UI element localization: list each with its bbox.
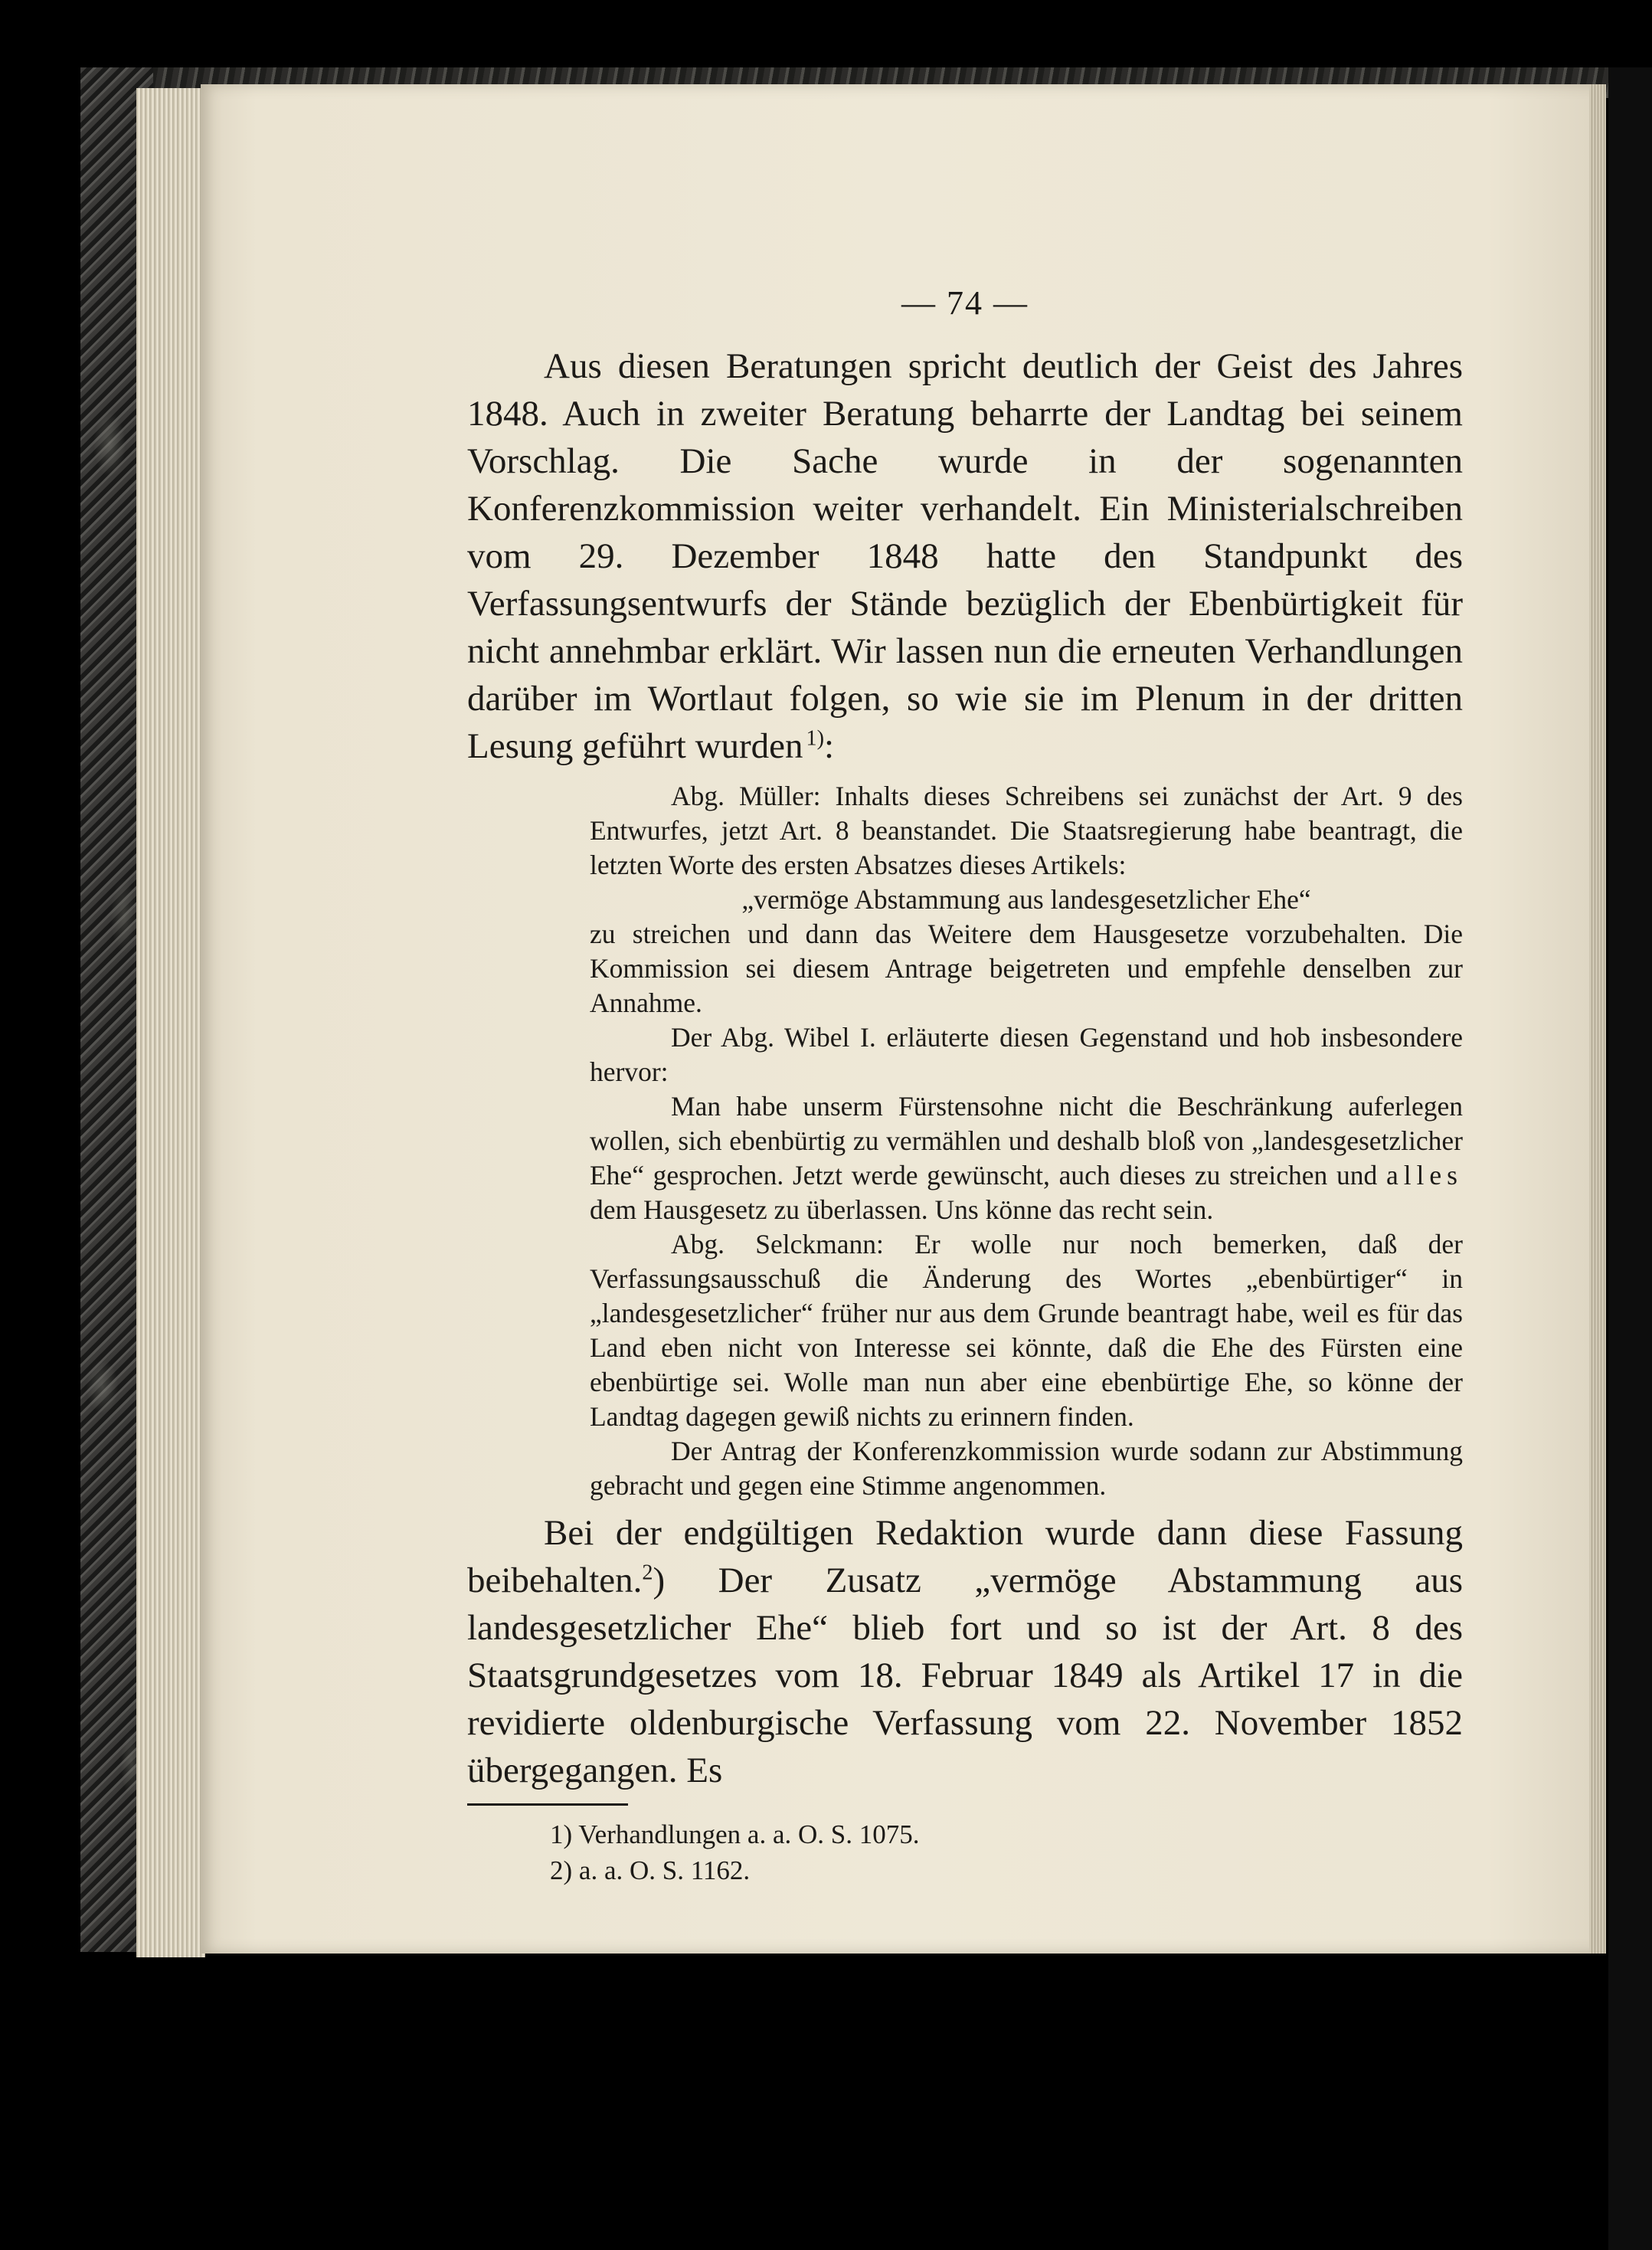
quote-paragraph-wibel-speech: Man habe unserm Fürstensohne nicht die Beschränkung auferlegen wollen, sich ebenbürtig zu vermählen und deshalb bloß von „landesgesetzlicher Ehe“ gesprochen. Jetzt werde gewünscht, auch dieses zu streichen und alles dem Hausgesetz zu überlassen. Uns könne das recht sein. [590, 1091, 1463, 1225]
footnote-1: 1) Verhandlungen a. a. O. S. 1075. [550, 1819, 920, 1849]
emphasized-word: alles [1385, 1160, 1463, 1191]
scan-border [1608, 67, 1652, 2250]
intro-paragraph [467, 342, 1463, 770]
footnote-divider [467, 1803, 628, 1806]
closing-paragraph: Bei der endgültigen Redaktion wurde dann diese Fassung beibehalten.$^2$) Der Zusatz „vermöge Abstammung aus landesgesetzlicher Ehe“ blieb fort und so ist der Art. 8 des Staatsgrundgesetzes vom 18. Februar 1849 als Artikel 17 in die revidierte oldenburgische Verfassung vom 22. November 1852 übergegangen. Es [467, 1513, 1463, 1790]
footnote-ref-1: 1) [806, 726, 824, 751]
footnote-2: 2) a. a. O. S. 1162. [550, 1855, 751, 1885]
footnote-ref-2: 2 [642, 1561, 653, 1585]
footnotes [550, 1816, 1463, 1888]
quote-paragraph-wibel: Der Abg. Wibel I. erläuterte diesen Gegenstand und hob insbesondere hervor: [590, 1022, 1463, 1087]
intro-suffix: : [823, 726, 835, 766]
page-number: — 74 — [901, 284, 1029, 322]
quote-paragraph-mueller: Abg. Müller: Inhalts dieses Schreibens sei zunächst der Art. 9 des Entwurfes, jetzt Art. 8 beanstandet. Die Staatsregierung habe beantragt, die letzten Worte des ersten Absatzes dieses Artikels: [590, 781, 1463, 880]
quote-paragraph-result: Der Antrag der Konferenzkommission wurde sodann zur Abstimmung gebracht und gegen eine Stimme angenommen. [590, 1436, 1463, 1501]
quote-citation: „vermöge Abstammung aus landesgesetzlicher Ehe“ [741, 884, 1311, 915]
intro-text: Aus diesen Beratungen spricht deutlich der Geist des Jahres 1848. Auch in zweiter Beratung beharrte der Landtag bei seinem Vorschlag. Die Sache wurde in der sogenannten Konferenzkommission weiter verhandelt. Ein Ministerialschreiben vom 29. Dezember 1848 hatte den Standpunkt des Verfassungsentwurfs der Stände bezüglich der Ebenbürtigkeit für nicht annehmbar erklärt. Wir lassen nun die erneuten Verhandlungen darüber im Wortlaut folgen, so wie sie im Plenum in der dritten Lesung geführt wurden [467, 346, 1463, 766]
page-right-edge [1589, 84, 1606, 1954]
quoted-proceedings [590, 779, 1463, 1503]
quote-paragraph-mueller-cont: zu streichen und dann das Weitere dem Hausgesetze vorzubehalten. Die Kommission sei diesem Antrage beigetreten und empfehle denselben zur Annahme. [590, 919, 1463, 1018]
quote-paragraph-selckmann: Abg. Selckmann: Er wolle nur noch bemerken, daß der Verfassungsausschuß die Änderung des Wortes „ebenbürtiger“ in „landesgesetzlicher“ früher nur aus dem Grunde beantragt habe, weil es für das Land eben nicht von Interesse sei könnte, daß die Ehe des Fürsten eine ebenbürtige sei. Wolle man nun aber eine ebenbürtige Ehe, so könne der Landtag dagegen gewiß nichts zu erinnern finden. [590, 1229, 1463, 1432]
page-content [467, 276, 1463, 1888]
page-edges [136, 88, 205, 1957]
